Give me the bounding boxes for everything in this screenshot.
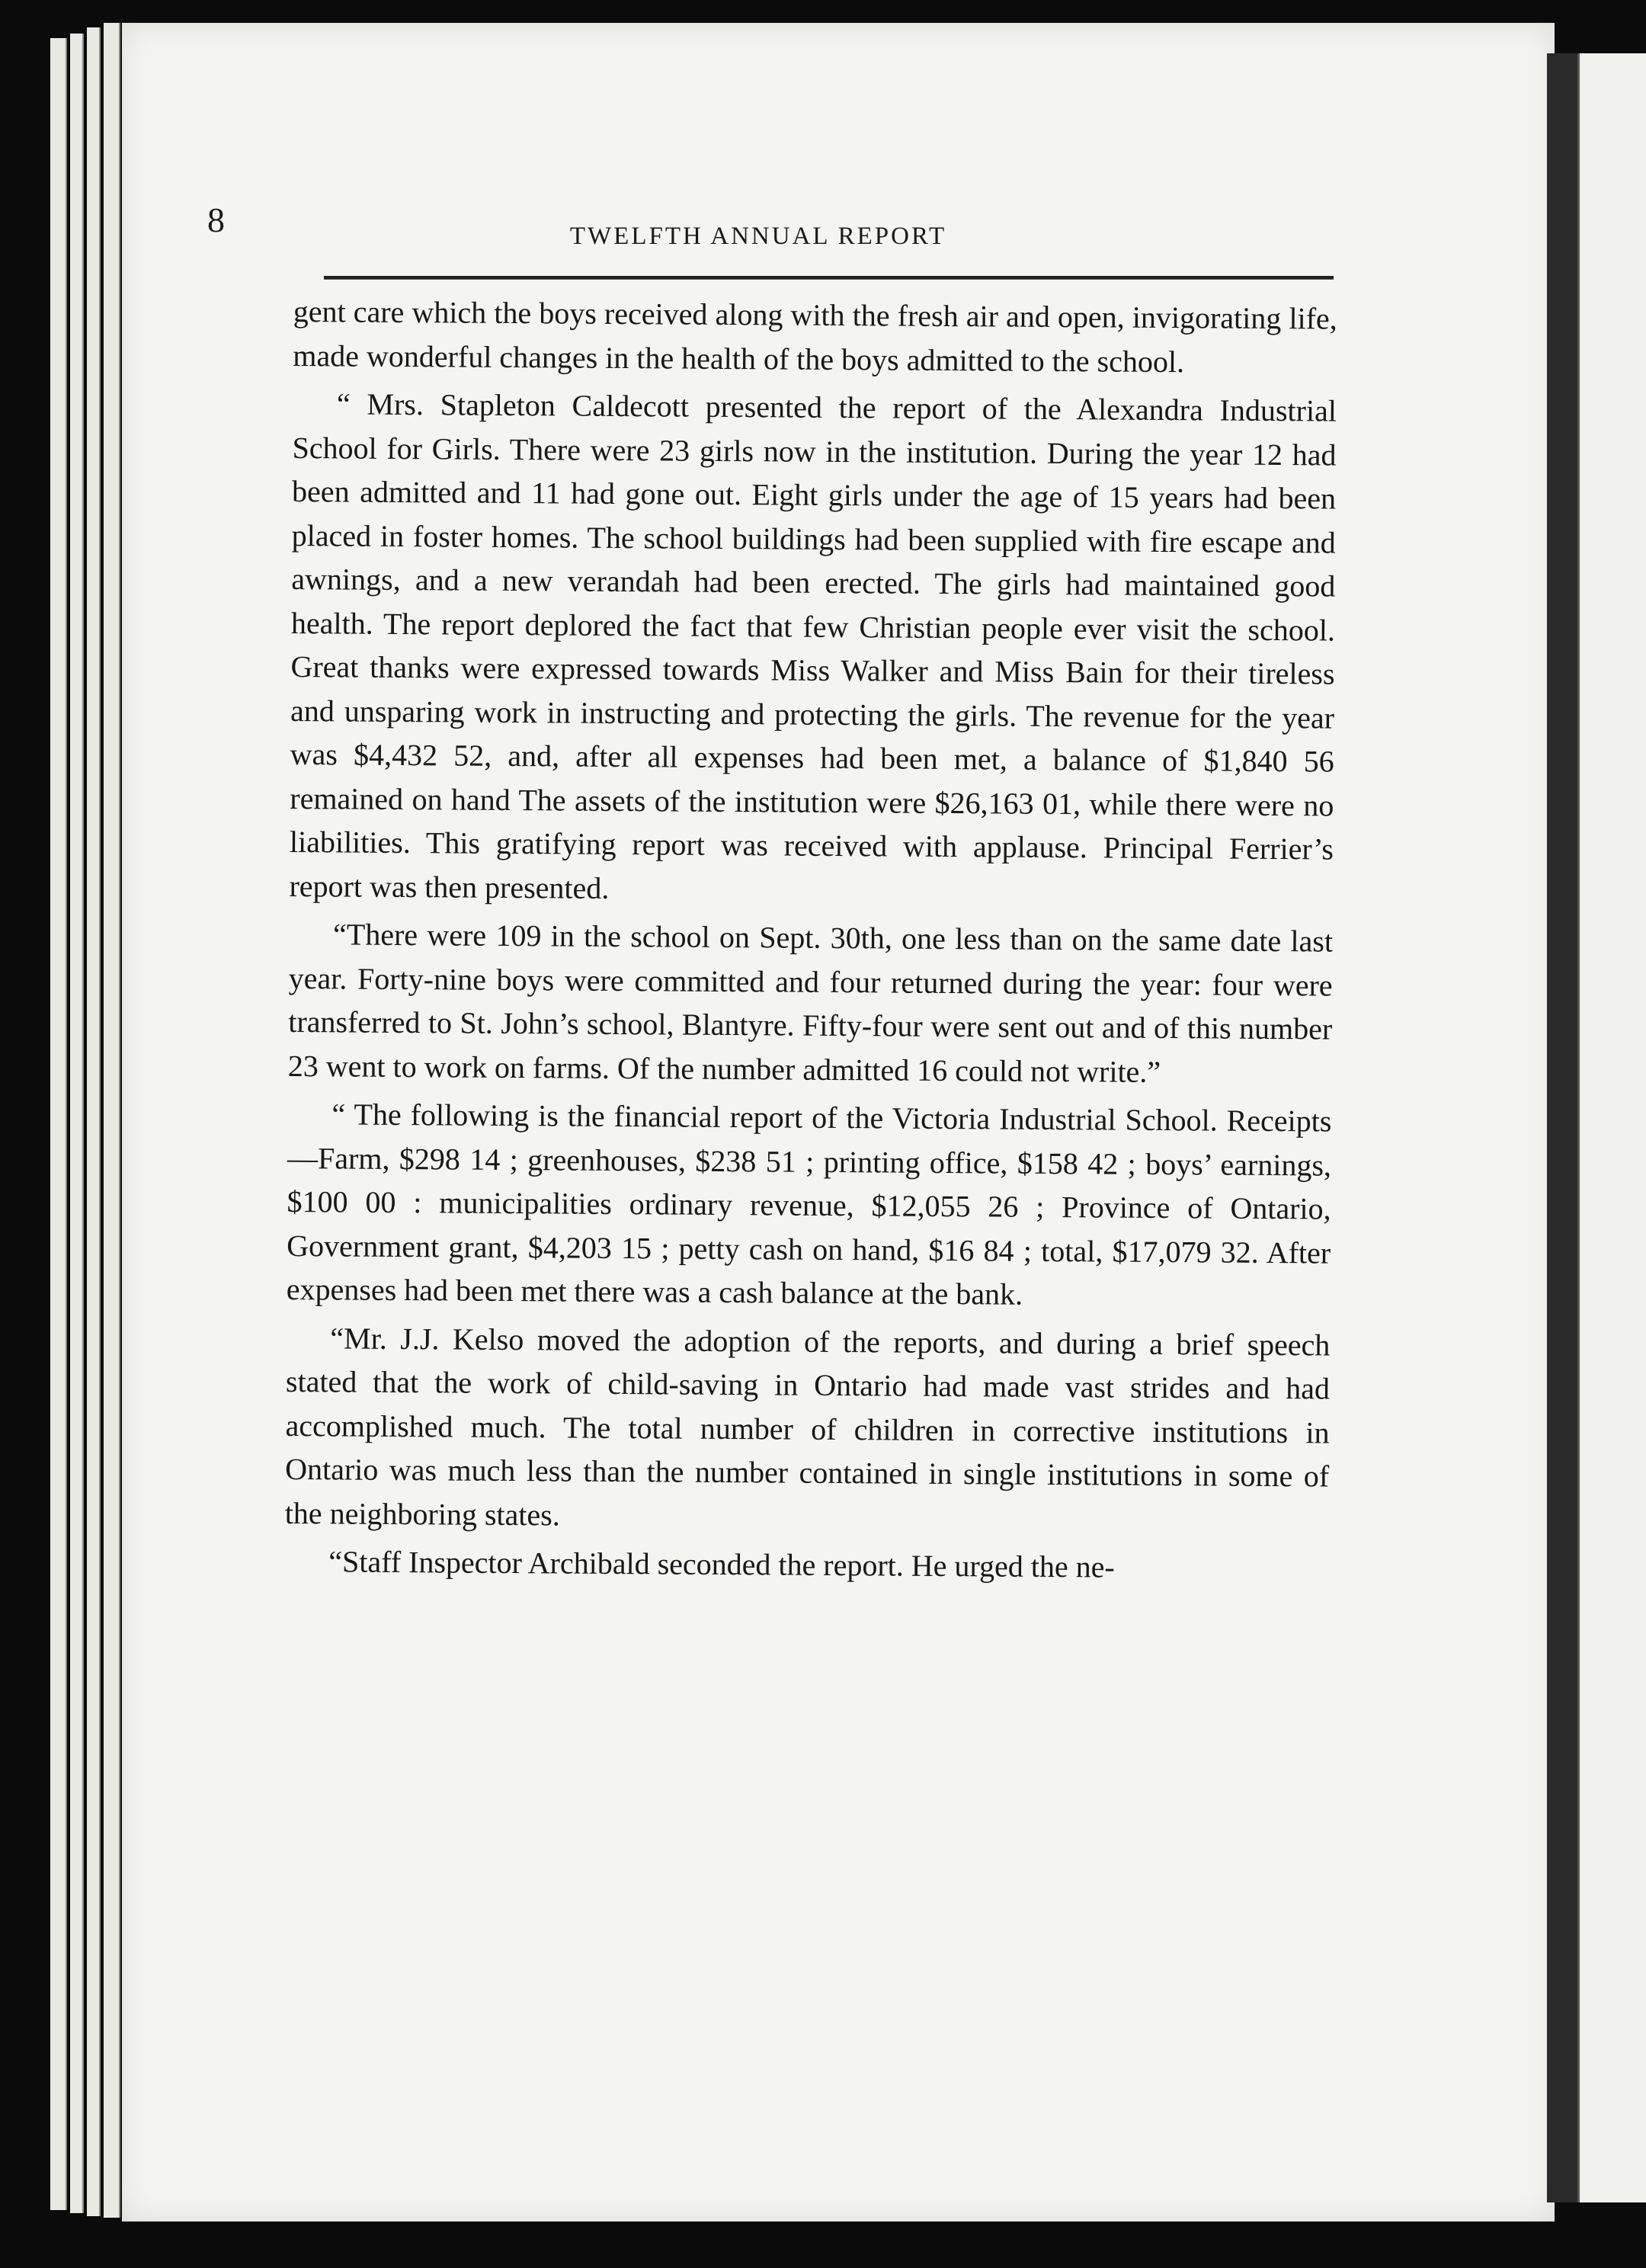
page-edge bbox=[104, 23, 120, 2218]
paragraph: “Staff Inspector Archibald seconded the report. He urged the ne- bbox=[328, 1544, 1115, 1584]
running-head: TWELFTH ANNUAL REPORT bbox=[569, 223, 947, 250]
header-rule bbox=[324, 276, 1334, 280]
body-text bbox=[284, 290, 1337, 1595]
paragraph: “ The following is the financial report of the Victoria Industrial School. Receipts—Farm, $298 14 ; greenhouses, $238 51 ; printing office, $158 42 ; boys’ earnings, $100 00 : municipalities ordinary revenue, $12,055 26 ; Province of Ontario, Government grant, $4,203 15 ; petty cash on hand, $16 84 ; total, $17,079 32. After expenses had been met there was a cash balance at the bank. bbox=[286, 1097, 1332, 1312]
page-edge bbox=[50, 38, 67, 2210]
paragraph: “ Mrs. Stapleton Caldecott presented the report of the Alexandra Industrial School for Girls. There were 23 girls now in the institution. During the year 12 had been admitted and 11 had gone out. Eight girls under the age of 15 years had been placed in foster homes. The school buildings had been supplied with fire escape and awnings, and a new verandah had been erected. The girls had maintained good health. The report deplored the fact that few Christian people ever visit the school. Great thanks were expressed towards Miss Walker and Miss Bain for their tireless and unsparing work in instructing and protecting the girls. The revenue for the year was $4,432 52, and, after all expenses had been met, a balance of $1,840 56 remained on hand The assets of the institution were $26,163 01, while there were no liabilities. This gratifying report was received with applause. Principal Ferrier’s report was then presented. bbox=[289, 386, 1337, 905]
page-edge bbox=[70, 34, 84, 2213]
paragraph: “There were 109 in the school on Sept. 30th, one less than on the same date last year. Forty-nine boys were committed and four returned during the year: four were transferred to St. John’s school, Blantyre. Fifty-four were sent out and of this number 23 went to work on farms. Of the number admitted 16 could not write.” bbox=[287, 917, 1334, 1089]
paragraph: gent care which the boys received along with the fresh air and open, invigorating life, made wonderful changes in the health of the boys admitted to the school. bbox=[293, 293, 1337, 379]
page-number: 8 bbox=[207, 200, 225, 239]
page-edge bbox=[87, 27, 101, 2216]
facing-page-edge bbox=[1577, 53, 1646, 2202]
paragraph: “Mr. J.J. Kelso moved the adoption of the reports, and during a brief speech stated that the work of child-saving in Ontario had made vast strides and had accomplished much. The total number of children in corrective institutions in Ontario was much less than the number contained in single institutions in some of the neighboring states. bbox=[284, 1320, 1331, 1532]
book-gutter bbox=[1547, 53, 1577, 2202]
